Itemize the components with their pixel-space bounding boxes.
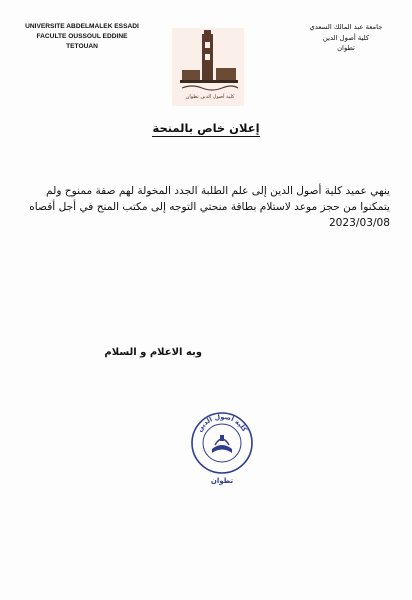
faculty-logo [172, 28, 244, 106]
announcement-body: ينهي عميد كلية أصول الدين إلى علم الطلبة الجدد المخولة لهم صفة ممنوح ولم يتمكنوا من حجز موعد لاستلام بطاقة منحتي التوجه إلى مكتب المنح في أجل أقصاه 2023/03/08 [29, 185, 390, 229]
announcement-title [0, 121, 412, 135]
logo-caption: كلية أصول الدين تطوان [185, 94, 235, 100]
faculty-name-fr: FACULTE OUSSOUL EDDINE [36, 33, 128, 40]
stamp-bottom-text: تطوان [210, 477, 234, 485]
university-name-fr: UNIVERSITE ABDELMALEK ESSADI [25, 23, 139, 30]
header-left-institution [12, 22, 152, 52]
announcement-title-text: إعلان خاص بالمنحة [152, 121, 260, 135]
city-name-ar: تطوان [337, 44, 355, 52]
stamp-ring-text: كلية أصول الدين [195, 412, 249, 434]
header-right-institution [296, 22, 396, 54]
city-name-fr: TETOUAN [66, 43, 98, 50]
faculty-name-ar: كلية أصول الدين [322, 33, 370, 42]
official-stamp-image [188, 405, 256, 487]
svg-text:كلية أصول الدين [195, 413, 248, 434]
closing-phrase: وبه الاعلام و السلام [104, 347, 202, 358]
university-name-ar: جامعة عبد المالك السعدي [309, 23, 383, 31]
faculty-logo-image [172, 28, 244, 106]
official-stamp [188, 405, 256, 487]
